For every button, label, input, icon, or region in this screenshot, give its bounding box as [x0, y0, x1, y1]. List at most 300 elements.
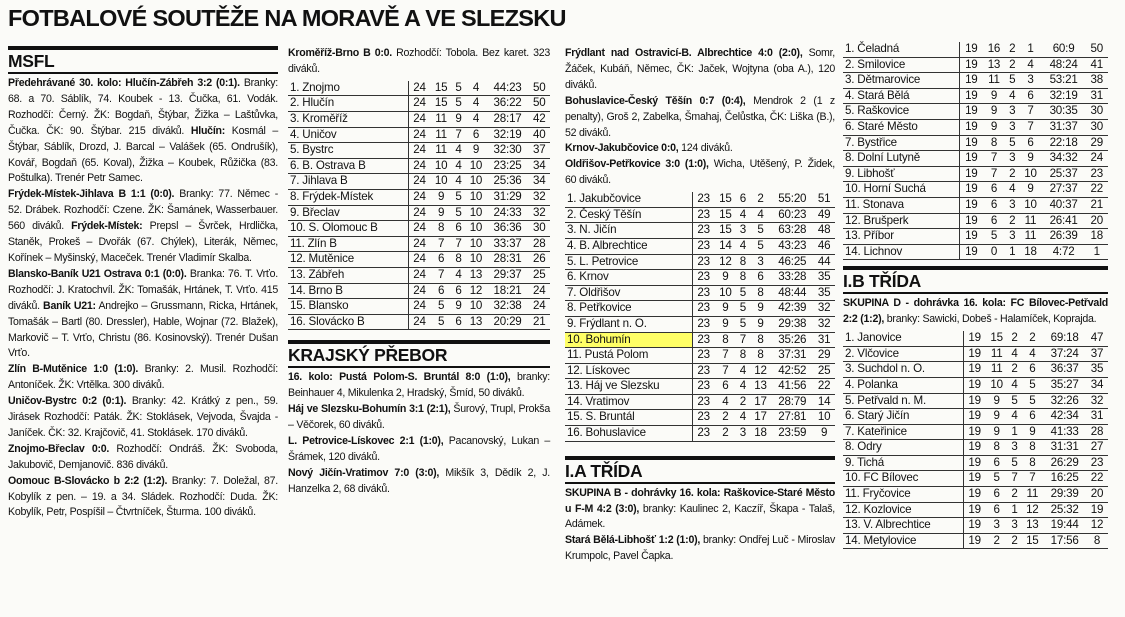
stat-cell-d: 1	[1008, 502, 1022, 518]
table-row	[843, 440, 1108, 456]
stat-cell-pts: 51	[813, 192, 835, 207]
stat-cell-pts: 19	[1086, 502, 1108, 518]
stat-cell-p: 24	[408, 314, 430, 330]
stat-cell-pts: 44	[813, 254, 835, 270]
stat-cell-p: 19	[963, 409, 986, 425]
stat-cell-pts: 9	[813, 426, 835, 442]
stat-cell-d: 3	[1005, 229, 1019, 245]
table-row	[565, 270, 835, 286]
stat-cell-w: 11	[983, 73, 1006, 89]
stat-cell-pts: 49	[813, 207, 835, 223]
stat-cell-pts: 1	[1085, 244, 1108, 260]
stat-cell-p: 19	[959, 57, 982, 73]
team-name-cell: 9. Frýdlant n. O.	[565, 316, 692, 332]
stat-cell-l: 10	[465, 174, 487, 190]
stat-cell-score: 26:41	[1042, 213, 1086, 229]
stat-cell-w: 10	[430, 158, 452, 174]
stat-cell-l: 11	[1019, 229, 1042, 245]
stat-cell-l: 8	[750, 332, 772, 348]
stat-cell-d: 6	[452, 221, 465, 237]
stat-cell-p: 24	[408, 221, 430, 237]
table-row	[843, 213, 1108, 229]
stat-cell-l: 13	[465, 314, 487, 330]
stat-cell-score: 20:29	[487, 314, 529, 330]
stat-cell-w: 9	[983, 104, 1006, 120]
stat-cell-score: 4:72	[1042, 244, 1086, 260]
stat-cell-pts: 30	[1085, 119, 1108, 135]
stat-cell-p: 19	[959, 151, 982, 167]
stat-cell-pts: 38	[1085, 73, 1108, 89]
stat-cell-p: 24	[408, 252, 430, 268]
stat-cell-l: 4	[1021, 346, 1043, 362]
team-name-cell: 13. Příbor	[843, 229, 959, 245]
team-name-cell: 16. Bohuslavice	[565, 426, 692, 442]
stat-cell-p: 23	[692, 332, 714, 348]
stat-cell-score: 36:36	[487, 221, 529, 237]
stat-cell-d: 4	[1008, 346, 1022, 362]
team-name-cell: 1. Znojmo	[288, 81, 408, 96]
stat-cell-w: 7	[430, 236, 452, 252]
stat-cell-score: 32:26	[1043, 393, 1086, 409]
table-row	[565, 192, 835, 207]
stat-cell-pts: 40	[528, 127, 550, 143]
team-name-cell: 2. Český Těšín	[565, 207, 692, 223]
stat-cell-w: 11	[430, 127, 452, 143]
stat-cell-w: 8	[715, 332, 737, 348]
table-row	[843, 331, 1108, 346]
stat-cell-d: 3	[1005, 197, 1019, 213]
stat-cell-p: 23	[692, 301, 714, 317]
table-row	[288, 96, 550, 112]
table-row	[288, 174, 550, 190]
stat-cell-p: 23	[692, 192, 714, 207]
stat-cell-score: 60:23	[771, 207, 813, 223]
stat-cell-d: 5	[452, 81, 465, 96]
stat-cell-score: 43:23	[771, 238, 813, 254]
stat-cell-pts: 21	[1085, 197, 1108, 213]
stat-cell-d: 5	[736, 316, 749, 332]
stat-cell-l: 9	[750, 316, 772, 332]
stat-cell-d: 5	[1008, 393, 1022, 409]
stat-cell-d: 2	[1008, 533, 1022, 549]
stat-cell-l: 10	[1019, 197, 1042, 213]
stat-cell-score: 37:24	[1043, 346, 1086, 362]
stat-cell-score: 41:56	[771, 379, 813, 395]
table-row	[843, 487, 1108, 503]
stat-cell-pts: 24	[528, 299, 550, 315]
kp-report: Bohuslavice-Český Těšín 0:7 (0:4), Mendrok 2 (1 z penalty), Groš 2, Zabelka, Šmahaj, Čelůstka, ČK: Liška (B.), 52 diváků.	[565, 94, 835, 139]
stat-cell-p: 24	[408, 299, 430, 315]
table-row	[843, 182, 1108, 198]
table-row	[843, 197, 1108, 213]
table-row	[843, 42, 1108, 57]
stat-cell-d: 5	[736, 301, 749, 317]
stat-cell-w: 12	[715, 254, 737, 270]
stat-cell-pts: 34	[528, 158, 550, 174]
stat-cell-d: 4	[452, 158, 465, 174]
stat-cell-score: 69:18	[1043, 331, 1086, 346]
stat-cell-pts: 22	[813, 379, 835, 395]
msfl-report: Zlín B-Mutěnice 1:0 (1:0). Branky: 2. Musil. Rozhodčí: Antoníček. ŽK: Vrtělka. 300 diváků.	[8, 363, 279, 392]
stat-cell-pts: 35	[813, 285, 835, 301]
stat-cell-p: 23	[692, 379, 714, 395]
stat-cell-pts: 35	[1086, 362, 1108, 378]
stat-cell-d: 8	[736, 348, 749, 364]
stat-cell-w: 11	[986, 346, 1008, 362]
table-row	[288, 299, 550, 315]
stat-cell-score: 36:37	[1043, 362, 1086, 378]
stat-cell-w: 7	[983, 166, 1006, 182]
stat-cell-l: 17	[750, 394, 772, 410]
table-row	[843, 151, 1108, 167]
stat-cell-p: 19	[963, 455, 986, 471]
stat-cell-l: 4	[465, 112, 487, 128]
stat-cell-pts: 32	[1086, 393, 1108, 409]
stat-cell-w: 6	[983, 213, 1006, 229]
stat-cell-d: 6	[452, 314, 465, 330]
stat-cell-p: 19	[959, 104, 982, 120]
stat-cell-score: 29:38	[771, 316, 813, 332]
team-name-cell: 2. Vlčovice	[843, 346, 963, 362]
stat-cell-score: 28:17	[487, 112, 529, 128]
stat-cell-d: 5	[452, 96, 465, 112]
stat-cell-score: 35:26	[771, 332, 813, 348]
stat-cell-w: 9	[430, 189, 452, 205]
table-row	[565, 207, 835, 223]
team-name-cell: 11. Zlín B	[288, 236, 408, 252]
stat-cell-score: 42:39	[771, 301, 813, 317]
stat-cell-d: 4	[452, 267, 465, 283]
table-row	[565, 238, 835, 254]
stat-cell-l: 11	[1021, 487, 1043, 503]
team-name-cell: 3. Dětmarovice	[843, 73, 959, 89]
team-name-cell: 14. Lichnov	[843, 244, 959, 260]
table-row	[843, 104, 1108, 120]
stat-cell-score: 26:29	[1043, 455, 1086, 471]
stat-cell-pts: 32	[813, 301, 835, 317]
stat-cell-score: 25:36	[487, 174, 529, 190]
stat-cell-l: 10	[465, 236, 487, 252]
stat-cell-l: 12	[750, 363, 772, 379]
stat-cell-w: 9	[986, 409, 1008, 425]
stat-cell-l: 8	[750, 348, 772, 364]
stat-cell-d: 4	[452, 174, 465, 190]
msfl-standings-table	[288, 81, 550, 331]
stat-cell-l: 5	[1021, 377, 1043, 393]
stat-cell-l: 8	[1021, 440, 1043, 456]
table-row	[288, 252, 550, 268]
table-row	[843, 229, 1108, 245]
stat-cell-w: 5	[430, 314, 452, 330]
stat-cell-l: 5	[1021, 393, 1043, 409]
stat-cell-l: 8	[1021, 455, 1043, 471]
stat-cell-l: 6	[1021, 409, 1043, 425]
table-row	[843, 424, 1108, 440]
stat-cell-p: 24	[408, 283, 430, 299]
stat-cell-w: 6	[983, 197, 1006, 213]
team-name-cell: 8. Frýdek-Místek	[288, 189, 408, 205]
stat-cell-score: 55:20	[771, 192, 813, 207]
msfl-report: Blansko-Baník U21 Ostrava 0:1 (0:0). Branka: 76. T. Vrťo. Rozhodčí: J. Kratochvíl. ŽK: Tomašák, Hrtánek, T. Vrťo. 415 diváků. Baník U21: Andrejko – Grussmann, Ricka, Hrtánek, Tomašák – Bartl (80. Dressler), Hable, Wojnar (72. Blažek), Markovič – T. Vrťo, Christu (86. Kosinovský). Trenér Dušan Vrťo.	[8, 267, 278, 360]
table-row	[565, 363, 835, 379]
stat-cell-score: 40:37	[1042, 197, 1086, 213]
stat-cell-w: 9	[986, 393, 1008, 409]
stat-cell-w: 15	[986, 331, 1008, 346]
table-row	[843, 135, 1108, 151]
table-row	[843, 518, 1108, 534]
stat-cell-pts: 26	[528, 252, 550, 268]
stat-cell-p: 19	[963, 331, 986, 346]
stat-cell-d: 5	[1008, 455, 1022, 471]
stat-cell-score: 60:9	[1042, 42, 1086, 57]
table-row	[288, 81, 550, 96]
team-name-cell: 3. Suchdol n. O.	[843, 362, 963, 378]
stat-cell-l: 13	[1021, 518, 1043, 534]
stat-cell-w: 6	[986, 502, 1008, 518]
stat-cell-w: 9	[983, 88, 1006, 104]
stat-cell-pts: 47	[1086, 331, 1108, 346]
stat-cell-l: 9	[1021, 424, 1043, 440]
stat-cell-d: 4	[736, 379, 749, 395]
stat-cell-w: 9	[715, 270, 737, 286]
table-row	[288, 283, 550, 299]
team-name-cell: 12. Lískovec	[565, 363, 692, 379]
stat-cell-d: 4	[736, 363, 749, 379]
stat-cell-score: 30:35	[1042, 104, 1086, 120]
stat-cell-p: 19	[959, 213, 982, 229]
stat-cell-d: 3	[1008, 440, 1022, 456]
stat-cell-w: 6	[430, 252, 452, 268]
stat-cell-d: 2	[1008, 487, 1022, 503]
stat-cell-pts: 46	[813, 238, 835, 254]
stat-cell-p: 19	[963, 502, 986, 518]
stat-cell-score: 32:19	[1042, 88, 1086, 104]
stat-cell-score: 33:28	[771, 270, 813, 286]
stat-cell-pts: 27	[1086, 440, 1108, 456]
stat-cell-d: 4	[1005, 88, 1019, 104]
stat-cell-w: 6	[983, 182, 1006, 198]
stat-cell-p: 24	[408, 112, 430, 128]
stat-cell-p: 24	[408, 189, 430, 205]
stat-cell-score: 29:37	[487, 267, 529, 283]
team-name-cell: 16. Slovácko B	[288, 314, 408, 330]
stat-cell-pts: 32	[813, 316, 835, 332]
stat-cell-w: 8	[986, 440, 1008, 456]
stat-cell-d: 4	[452, 143, 465, 159]
team-name-cell: 14. Metylovice	[843, 533, 963, 549]
stat-cell-w: 8	[430, 221, 452, 237]
stat-cell-l: 13	[465, 267, 487, 283]
stat-cell-pts: 20	[1086, 487, 1108, 503]
stat-cell-l: 1	[1019, 42, 1042, 57]
team-name-cell: 7. Bystřice	[843, 135, 959, 151]
table-row	[565, 379, 835, 395]
table-row	[565, 254, 835, 270]
team-name-cell: 3. Kroměříž	[288, 112, 408, 128]
stat-cell-pts: 24	[528, 283, 550, 299]
stat-cell-p: 19	[959, 182, 982, 198]
stat-cell-score: 44:23	[487, 81, 529, 96]
team-name-cell: 12. Kozlovice	[843, 502, 963, 518]
table-row	[843, 362, 1108, 378]
stat-cell-pts: 34	[1086, 377, 1108, 393]
stat-cell-l: 3	[1019, 73, 1042, 89]
msfl-report: Předehrávané 30. kolo: Hlučín-Zábřeh 3:2 (0:1). Branky: 68. a 70. Sáblík, 74. Koubek - 13. Čučka, 61. Vodák. Rozhodčí: Černý. ŽK: Bogdaň, Štýbar, Žižka – Laštůvka, Čučka. ČK: 90. Štýbar. 215 diváků. Hlučín: Kosmál – Štýbar, Sáblík, Drozd, J. Barcal – Valášek (65. Ondrušík), Kovář, Bogdaň (65. Koval), Žižka – Koubek, Růžička (83. Poštulka). Trenér Petr Samec.	[8, 77, 278, 185]
stat-cell-p: 23	[692, 348, 714, 364]
stat-cell-pts: 48	[813, 223, 835, 239]
stat-cell-pts: 24	[1085, 151, 1108, 167]
stat-cell-p: 23	[692, 238, 714, 254]
table-row	[843, 502, 1108, 518]
stat-cell-p: 24	[408, 96, 430, 112]
stat-cell-l: 15	[1021, 533, 1043, 549]
stat-cell-pts: 37	[1086, 346, 1108, 362]
page-headline: FOTBALOVÉ SOUTĚŽE NA MORAVĚ A VE SLEZSKU	[8, 5, 566, 31]
stat-cell-d: 6	[452, 283, 465, 299]
team-name-cell: 1. Jakubčovice	[565, 192, 692, 207]
kp-report: Háj ve Slezsku-Bohumín 3:1 (2:1), Šurový, Trupl, Prokša – Věčorek, 60 diváků.	[288, 403, 550, 432]
stat-cell-l: 10	[465, 158, 487, 174]
stat-cell-score: 16:25	[1043, 471, 1086, 487]
stat-cell-w: 14	[715, 238, 737, 254]
stat-cell-l: 17	[750, 410, 772, 426]
team-name-cell: 6. B. Ostrava B	[288, 158, 408, 174]
stat-cell-w: 2	[986, 533, 1008, 549]
stat-cell-pts: 31	[1085, 88, 1108, 104]
stat-cell-pts: 35	[813, 270, 835, 286]
stat-cell-p: 19	[963, 393, 986, 409]
table-row	[288, 221, 550, 237]
stat-cell-p: 19	[963, 362, 986, 378]
table-row	[288, 236, 550, 252]
stat-cell-d: 7	[452, 127, 465, 143]
stat-cell-pts: 22	[1086, 471, 1108, 487]
team-name-cell: 8. Dolní Lutyně	[843, 151, 959, 167]
stat-cell-pts: 29	[813, 348, 835, 364]
table-row	[565, 301, 835, 317]
stat-cell-score: 36:22	[487, 96, 529, 112]
stat-cell-w: 6	[986, 455, 1008, 471]
stat-cell-d: 1	[1005, 244, 1019, 260]
stat-cell-d: 3	[736, 426, 749, 442]
stat-cell-p: 23	[692, 285, 714, 301]
stat-cell-pts: 22	[1085, 182, 1108, 198]
table-row	[843, 73, 1108, 89]
stat-cell-w: 16	[983, 42, 1006, 57]
stat-cell-score: 48:44	[771, 285, 813, 301]
table-row	[843, 57, 1108, 73]
stat-cell-pts: 14	[813, 394, 835, 410]
stat-cell-l: 4	[465, 96, 487, 112]
stat-cell-l: 3	[750, 254, 772, 270]
team-name-cell: 11. Pustá Polom	[565, 348, 692, 364]
stat-cell-pts: 23	[1086, 455, 1108, 471]
team-name-cell: 6. Starý Jičín	[843, 409, 963, 425]
team-name-cell: 3. N. Jičín	[565, 223, 692, 239]
table-row	[565, 348, 835, 364]
ib-heading: I.B TŘÍDA	[843, 266, 1108, 294]
team-name-cell: 10. S. Olomouc B	[288, 221, 408, 237]
stat-cell-w: 0	[983, 244, 1006, 260]
stat-cell-w: 15	[715, 207, 737, 223]
table-row	[288, 143, 550, 159]
kp-report: Frýdlant nad Ostravicí-B. Albrechtice 4:0 (2:0), Somr, Žáček, Kubáň, Němec, ČK: Jaček, Wojtyna (oba A.), 120 diváků.	[565, 47, 835, 91]
ia-report: SKUPINA B - dohrávky 16. kola: Raškovice-Staré Město u F-M 4:2 (3:0), branky: Kaulinec 2, Kaczíř, Škapa - Talaš, Adámek.	[565, 486, 835, 531]
stat-cell-pts: 21	[528, 314, 550, 330]
stat-cell-pts: 30	[1085, 104, 1108, 120]
team-name-cell: 11. Stonava	[843, 197, 959, 213]
column-ia-ib	[843, 42, 1108, 551]
stat-cell-l: 4	[465, 81, 487, 96]
stat-cell-score: 27:37	[1042, 182, 1086, 198]
stat-cell-p: 19	[959, 73, 982, 89]
stat-cell-p: 24	[408, 267, 430, 283]
stat-cell-pts: 34	[528, 174, 550, 190]
stat-cell-d: 5	[1005, 135, 1019, 151]
stat-cell-l: 4	[750, 207, 772, 223]
team-name-cell: 7. Kateřinice	[843, 424, 963, 440]
stat-cell-score: 23:25	[487, 158, 529, 174]
team-name-cell: 13. Háj ve Slezsku	[565, 379, 692, 395]
stat-cell-d: 8	[736, 270, 749, 286]
stat-cell-pts: 42	[528, 112, 550, 128]
stat-cell-l: 10	[465, 299, 487, 315]
stat-cell-l: 5	[750, 223, 772, 239]
table-row	[843, 244, 1108, 260]
table-row	[288, 112, 550, 128]
stat-cell-w: 6	[986, 487, 1008, 503]
team-name-cell: 9. Břeclav	[288, 205, 408, 221]
team-name-cell: 4. Uničov	[288, 127, 408, 143]
stat-cell-w: 11	[430, 143, 452, 159]
stat-cell-d: 2	[1005, 213, 1019, 229]
table-row	[843, 119, 1108, 135]
msfl-report: Frýdek-Místek-Jihlava B 1:1 (0:0). Branky: 77. Němec - 52. Drábek. Rozhodčí: Czene. ŽK: Šamánek, Wasserbauer. 560 diváků. Frýdek-Místek: Prepsl – Švrček, Hrdlička, Staněk, Prokeš – Dvořák (67. Chýlek), Literák, Němec, Kořínek – Myšinský, Maceček. Trenér Vladimír Skalba.	[8, 188, 279, 264]
stat-cell-d: 2	[1005, 166, 1019, 182]
table-row	[288, 158, 550, 174]
team-name-cell: 1. Čeladná	[843, 42, 959, 57]
stat-cell-score: 25:32	[1043, 502, 1086, 518]
stat-cell-p: 19	[963, 346, 986, 362]
stat-cell-l: 9	[1019, 182, 1042, 198]
stat-cell-p: 24	[408, 127, 430, 143]
stat-cell-d: 9	[452, 112, 465, 128]
stat-cell-w: 9	[983, 119, 1006, 135]
stat-cell-p: 19	[963, 377, 986, 393]
kp-report: L. Petrovice-Lískovec 2:1 (1:0), Pacanovský, Lukan – Šrámek, 120 diváků.	[288, 434, 550, 463]
team-name-cell: 2. Smilovice	[843, 57, 959, 73]
stat-cell-l: 11	[1019, 213, 1042, 229]
team-name-cell: 5. Petřvald n. M.	[843, 393, 963, 409]
team-name-cell: 13. V. Albrechtice	[843, 518, 963, 534]
kp-report: Oldřišov-Petřkovice 3:0 (1:0), Wicha, Utěšený, P. Židek, 60 diváků.	[565, 158, 835, 187]
ib-standings-table	[843, 331, 1108, 549]
stat-cell-w: 7	[983, 151, 1006, 167]
stat-cell-pts: 25	[813, 363, 835, 379]
stat-cell-p: 19	[959, 244, 982, 260]
stat-cell-pts: 31	[1086, 409, 1108, 425]
stat-cell-pts: 37	[528, 143, 550, 159]
team-name-cell: 14. Brno B	[288, 283, 408, 299]
stat-cell-l: 10	[465, 252, 487, 268]
stat-cell-d: 7	[452, 236, 465, 252]
stat-cell-l: 6	[1019, 88, 1042, 104]
stat-cell-p: 19	[959, 197, 982, 213]
stat-cell-l: 6	[1021, 362, 1043, 378]
table-row	[565, 410, 835, 426]
stat-cell-pts: 32	[528, 205, 550, 221]
stat-cell-l: 12	[465, 283, 487, 299]
